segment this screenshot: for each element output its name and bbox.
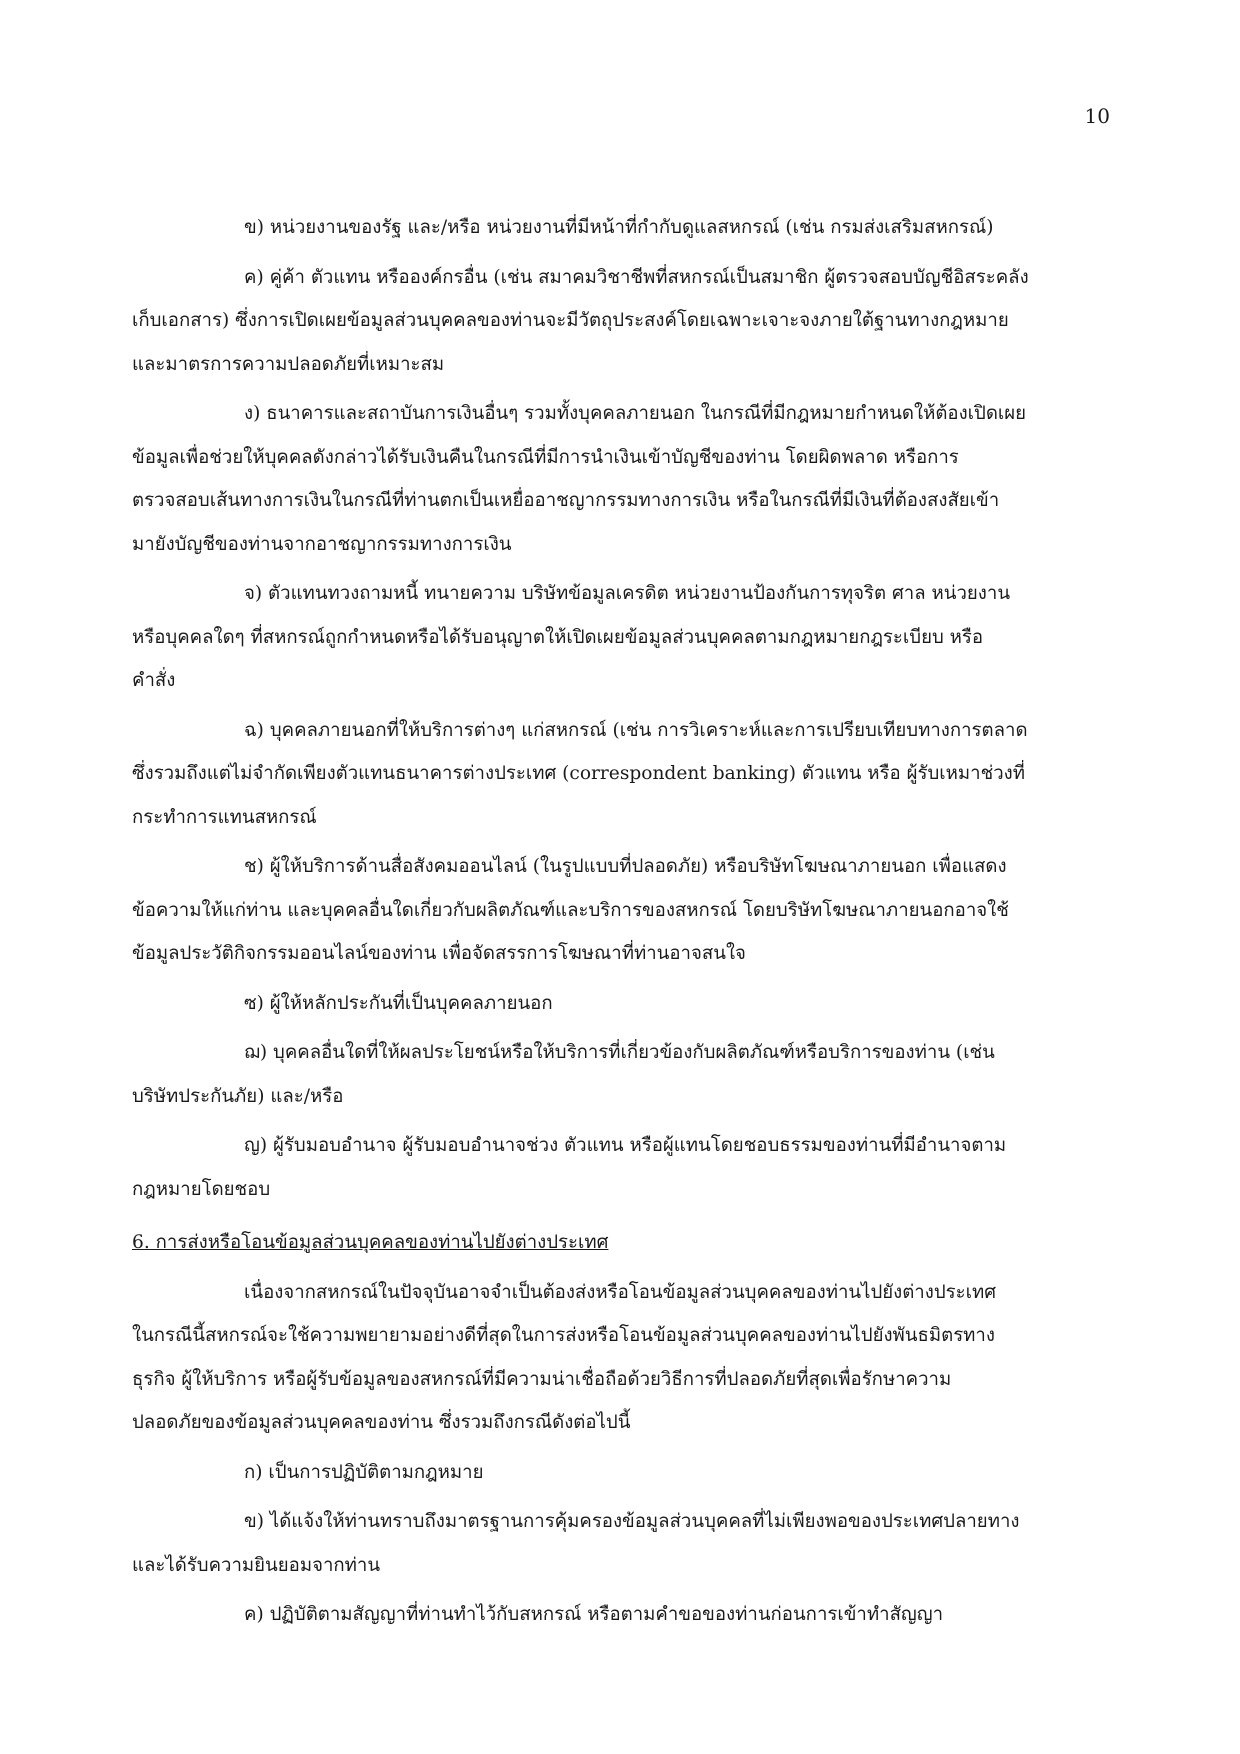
text-line: หรือบุคคลใดๆ ที่สหกรณ์ถูกกำหนดหรือได้รับอนุญาตให้เปิดเผยข้อมูลส่วนบุคคลตามกฎหมายกฎระเบียบ หรือ bbox=[132, 626, 984, 648]
text-line: ซ) ผู้ให้หลักประกันที่เป็นบุคคลภายนอก bbox=[244, 992, 553, 1014]
text-line: ข) ได้แจ้งให้ท่านทราบถึงมาตรฐานการคุ้มครองข้อมูลส่วนบุคคลที่ไม่เพียงพอของประเทศปลายทาง bbox=[244, 1511, 1020, 1532]
text-line: เนื่องจากสหกรณ์ในปัจจุบันอาจจำเป็นต้องส่งหรือโอนข้อมูลส่วนบุคคลของท่านไปยังต่างประเทศ bbox=[244, 1281, 997, 1303]
text-line: ช) ผู้ให้บริการด้านสื่อสังคมออนไลน์ (ในรูปแบบที่ปลอดภัย) หรือบริษัทโฆษณาภายนอก เพื่อแสดง bbox=[244, 856, 1007, 877]
text-line: และได้รับความยินยอมจากท่าน bbox=[132, 1554, 381, 1576]
paragraph-cho-chang bbox=[132, 845, 1110, 976]
text-line: คำสั่ง bbox=[132, 670, 176, 691]
page-number: 10 bbox=[1084, 104, 1110, 128]
text-line: กฎหมายโดยชอบ bbox=[132, 1178, 271, 1200]
section-item-kho bbox=[132, 1500, 1110, 1587]
text-line: และมาตรการความปลอดภัยที่เหมาะสม bbox=[132, 353, 445, 375]
text-line: ปลอดภัยของข้อมูลส่วนบุคคลของท่าน ซึ่งรวมถึงกรณีดังต่อไปนี้ bbox=[132, 1412, 631, 1433]
text-line: ข้อมูลประวัติกิจกรรมออนไลน์ของท่าน เพื่อจัดสรรการโฆษณาที่ท่านอาจสนใจ bbox=[132, 943, 746, 964]
text-line: ธุรกิจ ผู้ให้บริการ หรือผู้รับข้อมูลของสหกรณ์ที่มีความน่าเชื่อถือด้วยวิธีการที่ปลอดภัยที่สุดเพื่อรักษาความ bbox=[132, 1368, 952, 1390]
text-line: ค) คู่ค้า ตัวแทน หรือองค์กรอื่น (เช่น สมาคมวิชาชีพที่สหกรณ์เป็นสมาชิก ผู้ตรวจสอบบัญชีอิสระคลัง bbox=[244, 266, 1029, 288]
text-line: ก) เป็นการปฏิบัติตามกฎหมาย bbox=[244, 1461, 484, 1483]
section-item-kho-khwai bbox=[132, 1593, 1110, 1637]
text-line: ในกรณีนี้สหกรณ์จะใช้ความพยายามอย่างดีที่สุดในการส่งหรือโอนข้อมูลส่วนบุคคลของท่านไปยังพันธมิตรทาง bbox=[132, 1325, 995, 1346]
text-line: ง) ธนาคารและสถาบันการเงินอื่นๆ รวมทั้งบุคคลภายนอก ในกรณีที่มีกฎหมายกำหนดให้ต้องเปิดเผย bbox=[244, 403, 1027, 424]
text-line: กระทำการแทนสหกรณ์ bbox=[132, 806, 317, 828]
text-line: ฌ) บุคคลอื่นใดที่ให้ผลประโยชน์หรือให้บริการที่เกี่ยวข้องกับผลิตภัณฑ์หรือบริการของท่าน (เช่น bbox=[244, 1042, 995, 1063]
document-body bbox=[132, 206, 1110, 1643]
paragraph-ngo bbox=[132, 392, 1110, 566]
text-line: ตรวจสอบเส้นทางการเงินในกรณีที่ท่านตกเป็นเหยื่ออาชญากรรมทางการเงิน หรือในกรณีที่มีเงินที่ต้องสงสัยเข้า bbox=[132, 490, 1000, 511]
paragraph-chhoe bbox=[132, 1031, 1110, 1118]
paragraph-chho bbox=[132, 709, 1110, 840]
text-line: มายังบัญชีของท่านจากอาชญากรรมทางการเงิน bbox=[132, 533, 512, 555]
paragraph-cho bbox=[132, 572, 1110, 703]
text-line: ข้อมูลเพื่อช่วยให้บุคคลดังกล่าวได้รับเงินคืนในกรณีที่มีการนำเงินเข้าบัญชีของท่าน โดยผิดพลาด หรือการ bbox=[132, 446, 959, 468]
text-line: ญ) ผู้รับมอบอำนาจ ผู้รับมอบอำนาจช่วง ตัวแทน หรือผู้แทนโดยชอบธรรมของท่านที่มีอำนาจตาม bbox=[244, 1135, 1007, 1156]
paragraph-yo bbox=[132, 1124, 1110, 1211]
section-intro-paragraph bbox=[132, 1271, 1110, 1445]
text-line: บริษัทประกันภัย) และ/หรือ bbox=[132, 1085, 344, 1107]
text-line: ข้อความให้แก่ท่าน และบุคคลอื่นใดเกี่ยวกับผลิตภัณฑ์และบริการของสหกรณ์ โดยบริษัทโฆษณาภายนอกอาจใช้ bbox=[132, 899, 1009, 921]
text-line: ค) ปฏิบัติตามสัญญาที่ท่านทำไว้กับสหกรณ์ หรือตามคำขอของท่านก่อนการเข้าทำสัญญา bbox=[244, 1604, 944, 1625]
text-line: เก็บเอกสาร) ซึ่งการเปิดเผยข้อมูลส่วนบุคคลของท่านจะมีวัตถุประสงค์โดยเฉพาะเจาะจงภายใต้ฐานทางกฎหมาย bbox=[132, 310, 1009, 331]
paragraph-so bbox=[132, 982, 1110, 1026]
text-line: ฉ) บุคคลภายนอกที่ให้บริการต่างๆ แก่สหกรณ์ (เช่น การวิเคราะห์และการเปรียบเทียบทางการตลาด bbox=[244, 719, 1028, 741]
paragraph-kho-khwai bbox=[132, 256, 1110, 387]
section-heading: 6. การส่งหรือโอนข้อมูลส่วนบุคคลของท่านไปยังต่างประเทศ bbox=[132, 1232, 609, 1253]
text-line: จ) ตัวแทนทวงถามหนี้ ทนายความ บริษัทข้อมูลเครดิต หน่วยงานป้องกันการทุจริต ศาล หน่วยงาน bbox=[244, 583, 1011, 604]
section-item-ko bbox=[132, 1451, 1110, 1495]
text-line: ข) หน่วยงานของรัฐ และ/หรือ หน่วยงานที่มีหน้าที่กำกับดูแลสหกรณ์ (เช่น กรมส่งเสริมสหกรณ์) bbox=[244, 217, 994, 238]
paragraph-kho bbox=[132, 206, 1110, 250]
text-line: ซึ่งรวมถึงแต่ไม่จำกัดเพียงตัวแทนธนาคารต่างประเทศ (correspondent banking) ตัวแทน หรือ ผู้รับเหมาช่วงที่ bbox=[132, 763, 1025, 784]
